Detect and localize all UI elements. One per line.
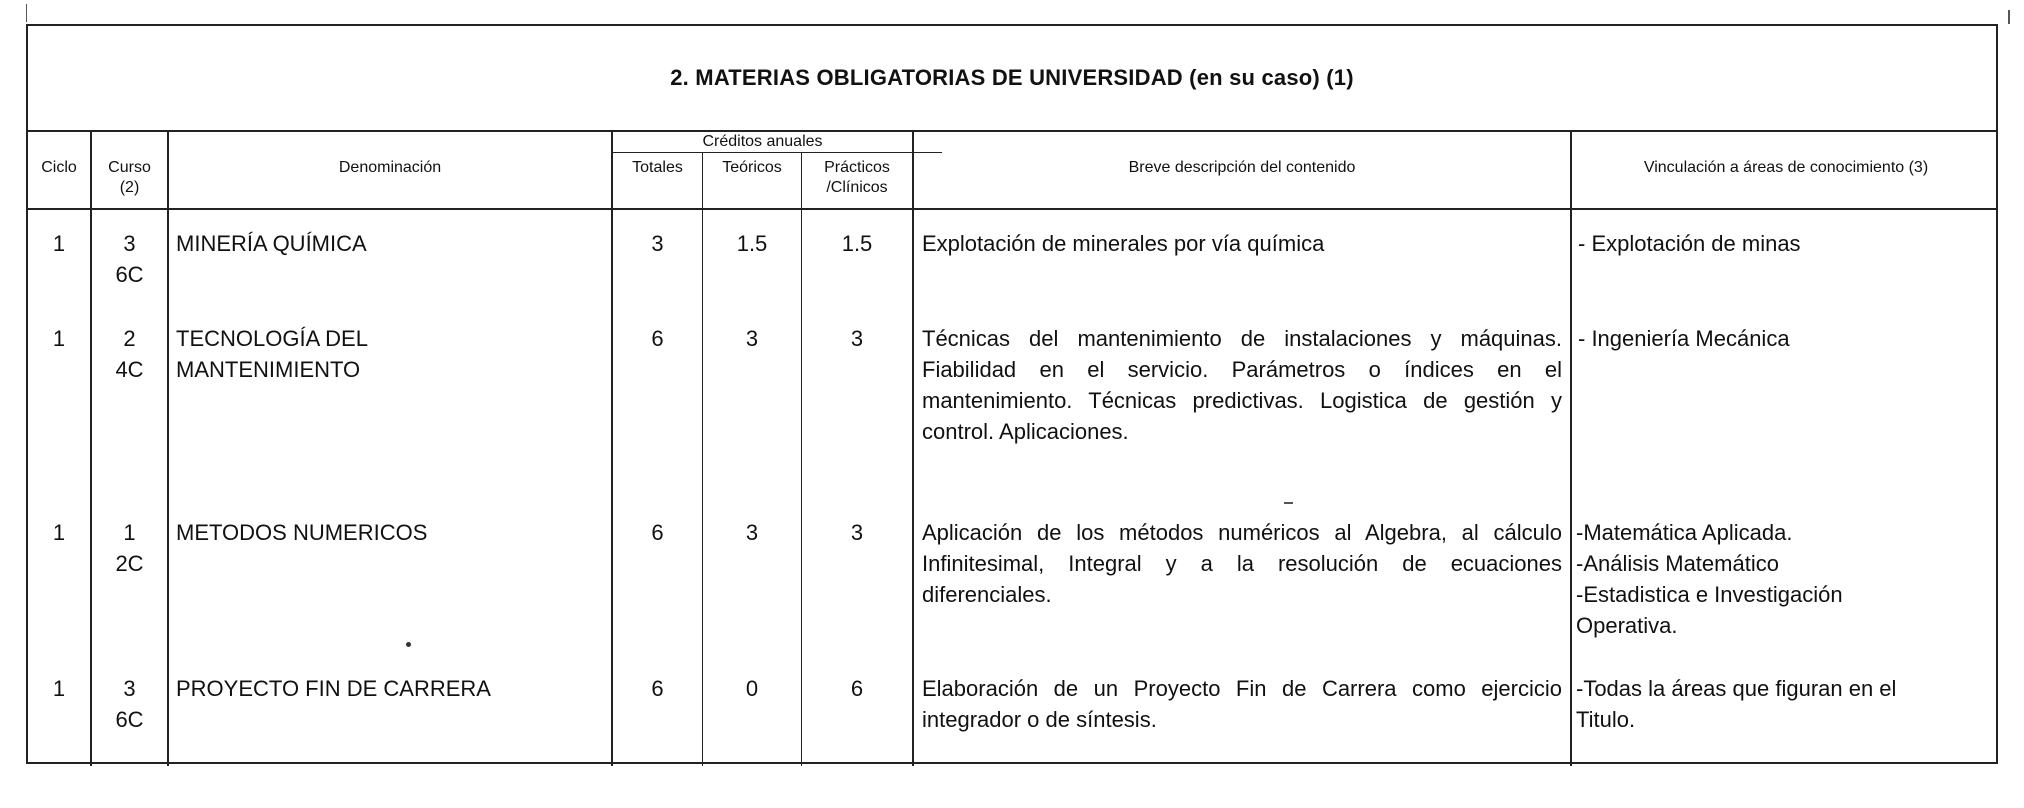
row-curso-year: 3 bbox=[123, 231, 136, 256]
row-denominacion bbox=[176, 323, 606, 385]
row-area-item: -Análisis Matemático bbox=[1576, 551, 1779, 576]
row-areas bbox=[1576, 673, 1996, 735]
row-totales: 6 bbox=[651, 520, 664, 545]
row-curso-year: 1 bbox=[123, 520, 136, 545]
row-curso-semester: 4C bbox=[115, 357, 144, 382]
row-ciclo: 1 bbox=[52, 231, 66, 256]
header-teoricos: Teóricos bbox=[722, 159, 782, 176]
scan-speck bbox=[1284, 502, 1293, 504]
row-practicos: 6 bbox=[850, 676, 864, 701]
row-totales: 6 bbox=[651, 676, 664, 701]
row-areas bbox=[1578, 228, 1996, 259]
row-curso-year: 2 bbox=[123, 326, 136, 351]
header-curso-label: Curso bbox=[108, 159, 151, 176]
page-title: 2. MATERIAS OBLIGATORIAS DE UNIVERSIDAD (en su caso) (1) bbox=[670, 65, 1354, 90]
header-denominacion: Denominación bbox=[338, 159, 442, 176]
row-practicos: 3 bbox=[850, 520, 864, 545]
row-practicos: 3 bbox=[850, 326, 864, 351]
col-rule-denominacion bbox=[611, 130, 613, 766]
row-curso bbox=[92, 673, 167, 735]
row-curso bbox=[92, 228, 167, 290]
row-denominacion-line1: PROYECTO FIN DE CARRERA bbox=[176, 676, 491, 701]
scan-edge-mark bbox=[26, 4, 27, 22]
header-creditos-anuales: Créditos anuales bbox=[702, 133, 823, 150]
row-descripcion: Técnicas del mantenimiento de instalaciones y máquinas. Fiabilidad en el servicio. Parámetros o índices en el mantenimiento. Técnicas predictivas. Logistica de gestión y control. Aplicaciones. bbox=[922, 326, 1562, 444]
row-curso-semester: 6C bbox=[115, 707, 144, 732]
row-area-item: -Estadistica e Investigación bbox=[1576, 582, 1843, 607]
scan-edge-mark bbox=[2008, 10, 2010, 24]
col-rule-descripcion bbox=[1570, 130, 1572, 766]
row-totales: 3 bbox=[651, 231, 664, 256]
row-curso-semester: 2C bbox=[115, 551, 144, 576]
header-ciclo: Ciclo bbox=[41, 159, 77, 176]
header-curso-note: (2) bbox=[119, 179, 140, 196]
row-denominacion-line1: METODOS NUMERICOS bbox=[176, 520, 428, 545]
col-rule-curso bbox=[167, 130, 169, 766]
row-curso-semester: 6C bbox=[115, 262, 144, 287]
row-denominacion bbox=[176, 228, 606, 259]
row-totales: 6 bbox=[651, 326, 664, 351]
row-ciclo: 1 bbox=[52, 520, 66, 545]
header-descripcion: Breve descripción del contenido bbox=[1128, 159, 1356, 176]
header-vinculacion: Vinculación a áreas de conocimiento (3) bbox=[1643, 159, 1929, 176]
row-teoricos: 3 bbox=[745, 326, 759, 351]
row-area-item: -Todas la áreas que figuran en el bbox=[1576, 676, 1897, 701]
row-area-item: - Ingeniería Mecánica bbox=[1578, 326, 1790, 351]
header-bottom-rule bbox=[28, 208, 1996, 210]
row-area-item: Operativa. bbox=[1576, 613, 1678, 638]
row-teoricos: 1.5 bbox=[736, 231, 768, 256]
row-area-item: - Explotación de minas bbox=[1578, 231, 1801, 256]
col-rule-practicos bbox=[912, 130, 914, 766]
scan-speck bbox=[406, 642, 411, 647]
header-practicos-label: Prácticos bbox=[824, 159, 890, 176]
row-descripcion: Aplicación de los métodos numéricos al Algebra, al cálculo Infinitesimal, Integral y a la resolución de ecuaciones diferenciales. bbox=[922, 520, 1562, 607]
row-curso-year: 3 bbox=[123, 676, 136, 701]
row-descripcion: Elaboración de un Proyecto Fin de Carrera como ejercicio integrador o de síntesis. bbox=[922, 676, 1562, 732]
row-descripcion: Explotación de minerales por vía química bbox=[922, 231, 1325, 256]
header-totales: Totales bbox=[632, 159, 683, 176]
row-area-item: Titulo. bbox=[1576, 707, 1636, 732]
col-rule-ciclo bbox=[90, 130, 92, 766]
row-denominacion-line2: MANTENIMIENTO bbox=[176, 357, 361, 382]
row-areas bbox=[1576, 517, 1996, 641]
row-denominacion-line1: TECNOLOGÍA DEL bbox=[176, 326, 368, 351]
row-denominacion bbox=[176, 517, 606, 548]
subjects-table bbox=[26, 24, 1998, 764]
row-ciclo: 1 bbox=[52, 676, 66, 701]
header-practicos bbox=[802, 158, 912, 198]
title-row bbox=[28, 26, 1996, 132]
row-curso bbox=[92, 517, 167, 579]
row-practicos: 1.5 bbox=[841, 231, 873, 256]
row-denominacion-line1: MINERÍA QUÍMICA bbox=[176, 231, 367, 256]
row-curso bbox=[92, 323, 167, 385]
row-areas bbox=[1578, 323, 1996, 354]
row-teoricos: 0 bbox=[745, 676, 759, 701]
row-denominacion bbox=[176, 673, 606, 704]
header-practicos-note: /Clínicos bbox=[826, 179, 888, 196]
header-subdivider bbox=[611, 152, 942, 153]
row-ciclo: 1 bbox=[52, 326, 66, 351]
row-area-item: -Matemática Aplicada. bbox=[1576, 520, 1793, 545]
header-curso bbox=[92, 158, 167, 198]
row-teoricos: 3 bbox=[745, 520, 759, 545]
